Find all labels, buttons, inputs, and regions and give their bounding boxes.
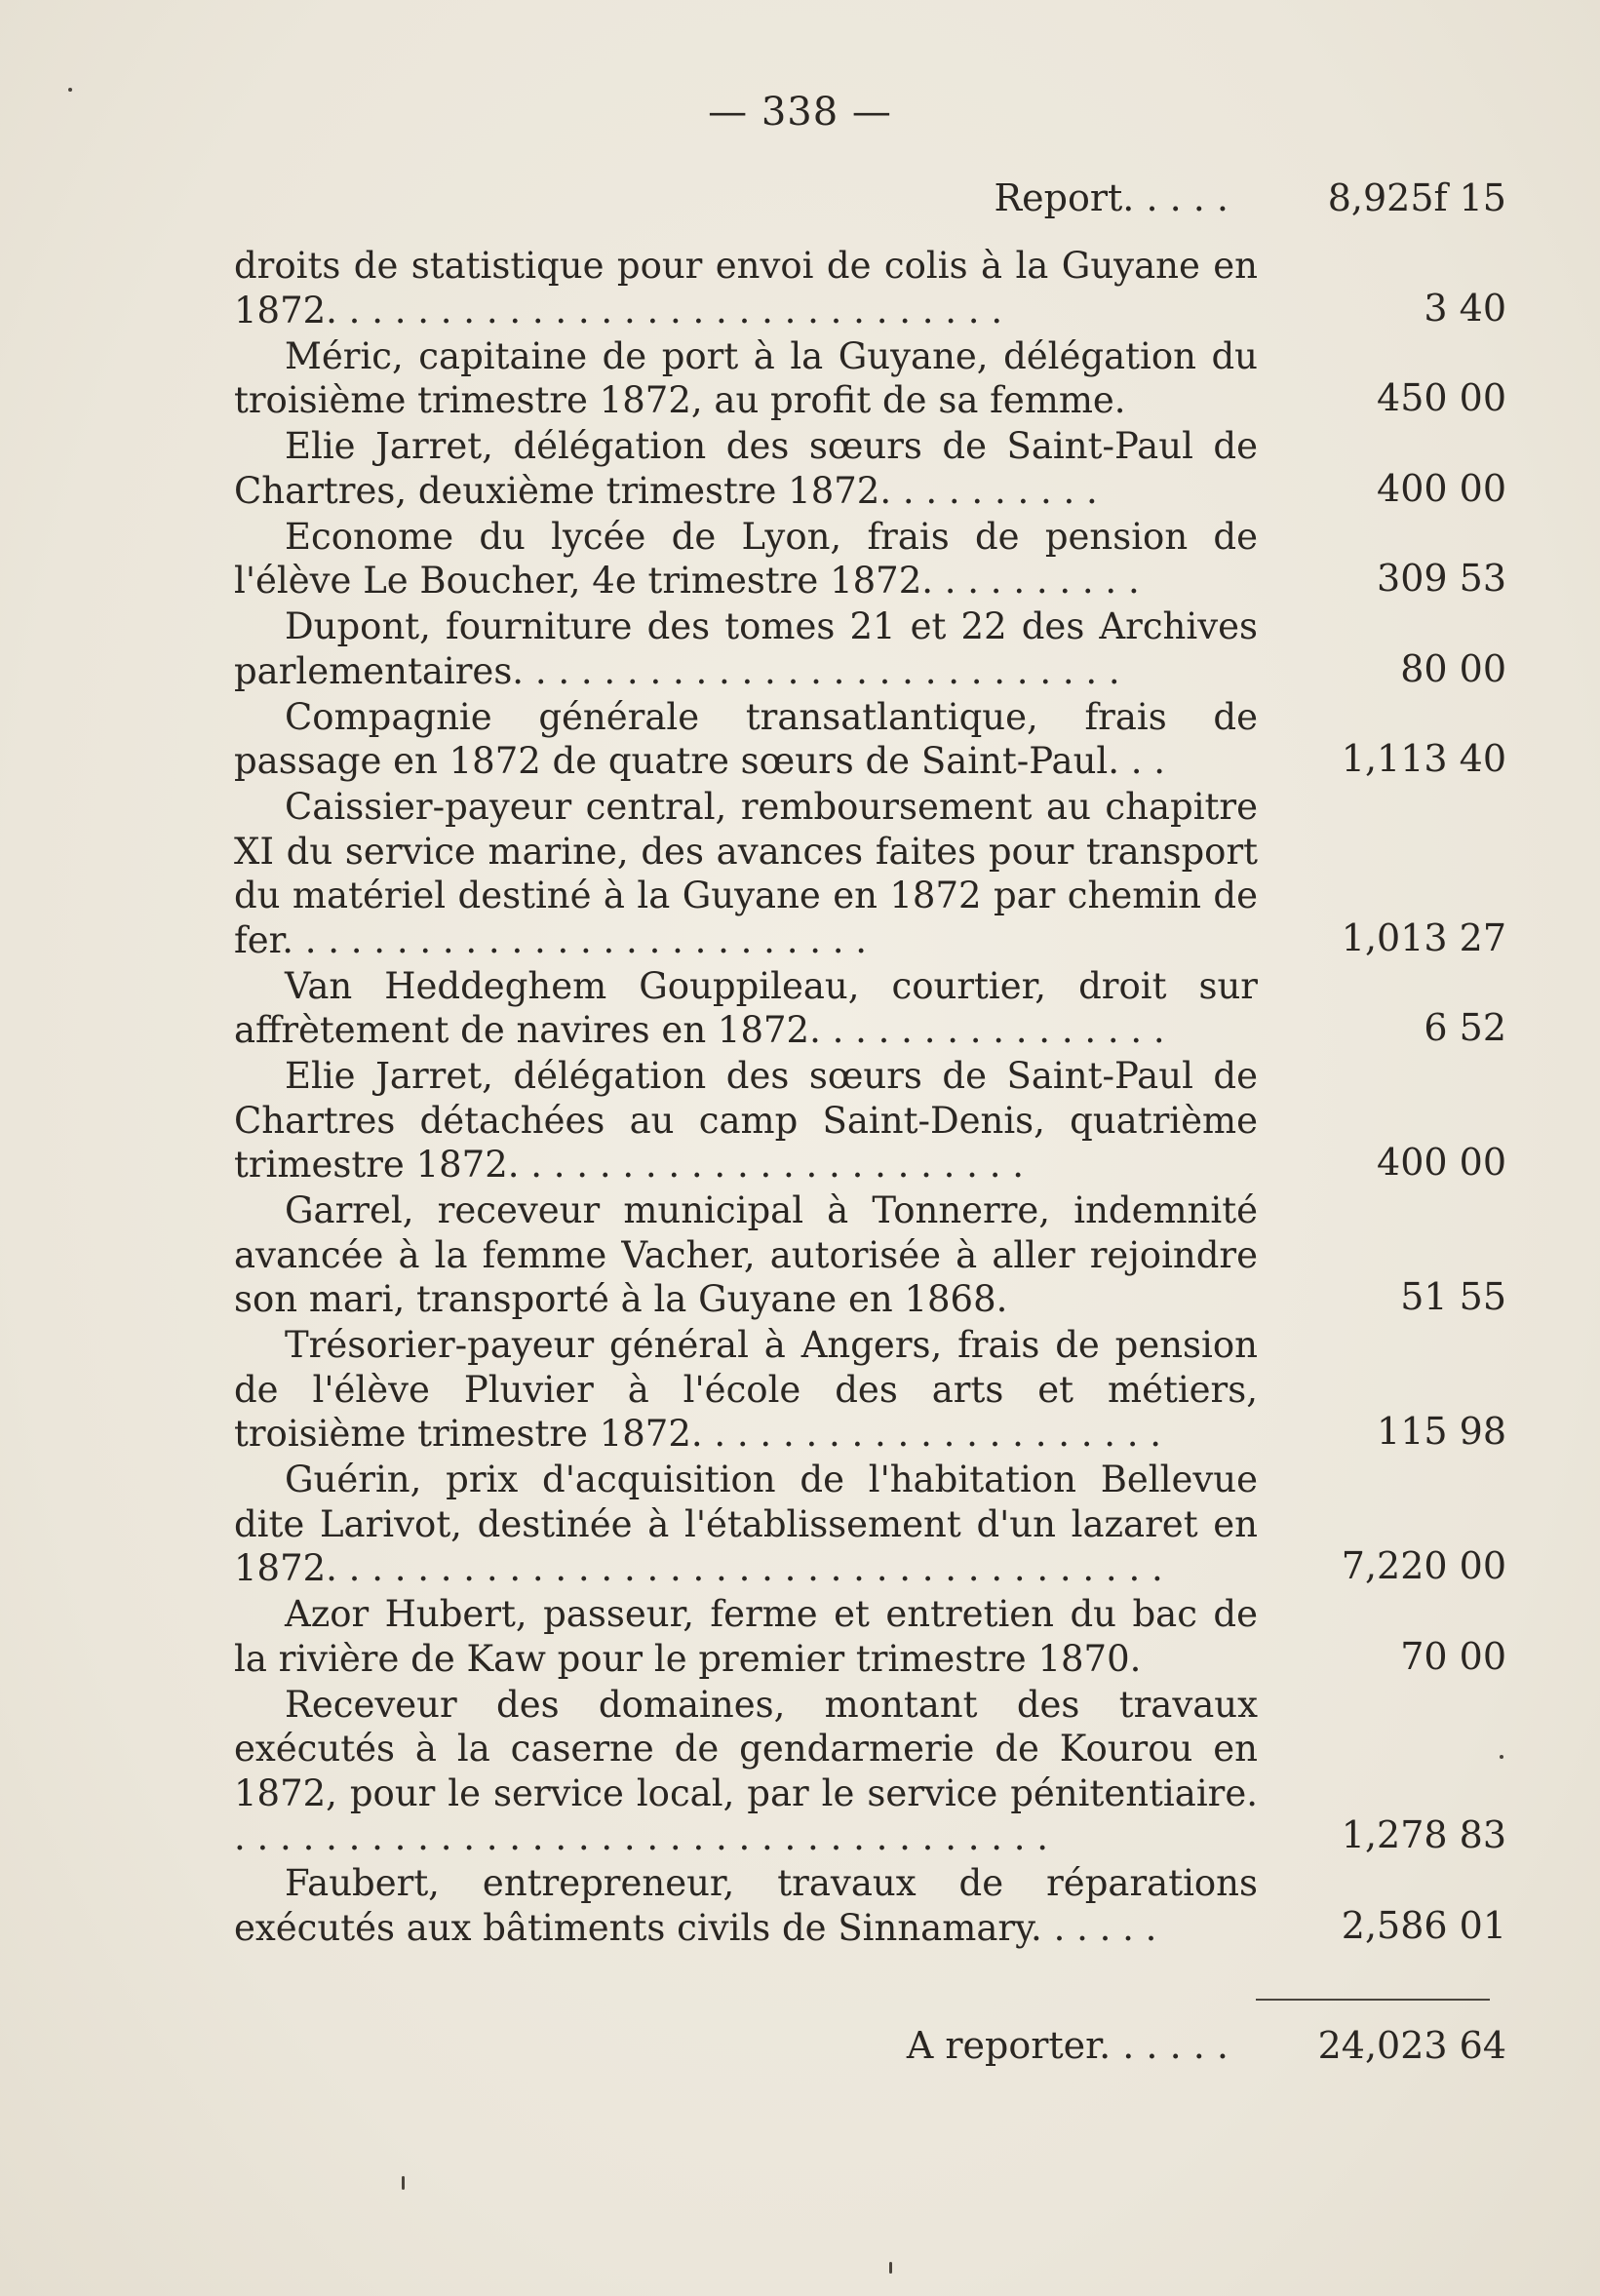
- entry-amount: 400 00: [1377, 1141, 1506, 1184]
- entry-amount: 1,278 83: [1341, 1813, 1506, 1856]
- entry-amount: 115 98: [1377, 1410, 1506, 1453]
- entry-description: Guérin, prix d'acquisition de l'habitation Bellevue dite Larivot, destinée à l'établissement d'un lazaret en 1872. . . . . . . . . . . . . . . . . . . . . . . . . . . . . . . . . . . . .: [234, 1459, 1258, 1589]
- entry-description: Garrel, receveur municipal à Tonnerre, indemnité avancée à la femme Vacher, autorisée à aller rejoindre son mari, transporté à la Guyane en 1868.: [234, 1189, 1258, 1320]
- ledger-entry: [234, 695, 1506, 784]
- entry-amount: 70 00: [1400, 1634, 1506, 1678]
- entry-description: Faubert, entrepreneur, travaux de réparations exécutés aux bâtiments civils de Sinnamary. . . . . .: [234, 1862, 1258, 1949]
- ledger-entry: [234, 1458, 1506, 1591]
- carry-over-line: [234, 2018, 1506, 2073]
- ledger-entry: [234, 604, 1506, 693]
- ledger-entries: [234, 244, 1506, 1952]
- carry-over-amount: 24,023 64: [1317, 2024, 1506, 2067]
- entry-description: Méric, capitaine de port à la Guyane, délégation du troisième trimestre 1872, au profit de sa femme.: [234, 334, 1258, 421]
- carry-forward-amount: 8,925f 15: [1327, 176, 1506, 219]
- entry-amount: 80 00: [1400, 646, 1506, 690]
- ledger-entry: [234, 515, 1506, 603]
- entry-description: Econome du lycée de Lyon, frais de pension de l'élève Le Boucher, 4e trimestre 1872. . . . . . . . . .: [234, 515, 1258, 602]
- entry-amount: 450 00: [1377, 376, 1506, 419]
- carry-forward-line: [234, 171, 1506, 225]
- page-number: — 338 —: [708, 90, 892, 135]
- ledger-entry: [234, 785, 1506, 962]
- paper-speck: [402, 2176, 405, 2190]
- entry-description: Elie Jarret, délégation des sœurs de Saint-Paul de Chartres détachées au camp Saint-Denis, quatrième trimestre 1872. . . . . . . . . . . . . . . . . . . . . . .: [234, 1055, 1258, 1186]
- ledger-entry: [234, 1592, 1506, 1681]
- entry-amount: 309 53: [1377, 557, 1506, 600]
- entry-description: droits de statistique pour envoi de colis à la Guyane en 1872. . . . . . . . . . . . . . . . . . . . . . . . . . . . . .: [234, 245, 1258, 331]
- entry-amount: 1,013 27: [1341, 915, 1506, 959]
- entry-description: Caissier-payeur central, remboursement au chapitre XI du service marine, des avances faites pour transport du matériel destiné à la Guyane en 1872 par chemin de fer. . . . . . . . . . . . . . . . . . . . . . . . . .: [234, 786, 1258, 961]
- entry-description: Elie Jarret, délégation des sœurs de Saint-Paul de Chartres, deuxième trimestre 1872. . . . . . . . . .: [234, 425, 1258, 512]
- entry-amount: 400 00: [1377, 466, 1506, 510]
- ledger-entry: [234, 1054, 1506, 1187]
- entry-description: Dupont, fourniture des tomes 21 et 22 des Archives parlementaires. . . . . . . . . . . . . . . . . . . . . . . . . . .: [234, 605, 1258, 692]
- ledger-entry: [234, 1861, 1506, 1950]
- entry-amount: 3 40: [1424, 286, 1506, 330]
- entry-amount: 2,586 01: [1341, 1903, 1506, 1947]
- entry-amount: 6 52: [1424, 1006, 1506, 1049]
- entry-description: Receveur des domaines, montant des travaux exécutés à la caserne de gendarmerie de Kourou en 1872, pour le service local, par le service pénitentiaire. . . . . . . . . . . . . . . . . . . . . . . . . . . . . . . . . . . . .: [234, 1683, 1258, 1858]
- entry-description: Compagnie générale transatlantique, frais de passage en 1872 de quatre sœurs de Saint-Paul. . .: [234, 695, 1258, 782]
- entry-amount: 51 55: [1400, 1275, 1506, 1318]
- paper-speck: [889, 2262, 892, 2274]
- entry-description: Azor Hubert, passeur, ferme et entretien du bac de la rivière de Kaw pour le premier trimestre 1870.: [234, 1593, 1258, 1680]
- ledger-entry: [234, 1683, 1506, 1860]
- paper-speck: [1500, 1755, 1503, 1759]
- total-rule: [1256, 1999, 1490, 2001]
- ledger-entry: [234, 424, 1506, 513]
- entry-amount: 7,220 00: [1341, 1544, 1506, 1587]
- carry-over-label: A reporter. . . . . .: [906, 2024, 1229, 2067]
- ledger-entry: [234, 334, 1506, 423]
- ledger-entry: [234, 244, 1506, 332]
- ledger-entry: [234, 964, 1506, 1053]
- carry-forward-label: Report. . . . .: [994, 176, 1229, 219]
- entry-amount: 1,113 40: [1341, 737, 1506, 780]
- ledger-entry: [234, 1188, 1506, 1322]
- entry-description: Van Heddeghem Gouppileau, courtier, droit sur affrètement de navires en 1872. . . . . . . . . . . . . . . .: [234, 964, 1258, 1051]
- ledger-entry: [234, 1323, 1506, 1457]
- paper-speck: [68, 88, 72, 92]
- entry-description: Trésorier-payeur général à Angers, frais de pension de l'élève Pluvier à l'école des arts et métiers, troisième trimestre 1872. . . . . . . . . . . . . . . . . . . . .: [234, 1324, 1258, 1455]
